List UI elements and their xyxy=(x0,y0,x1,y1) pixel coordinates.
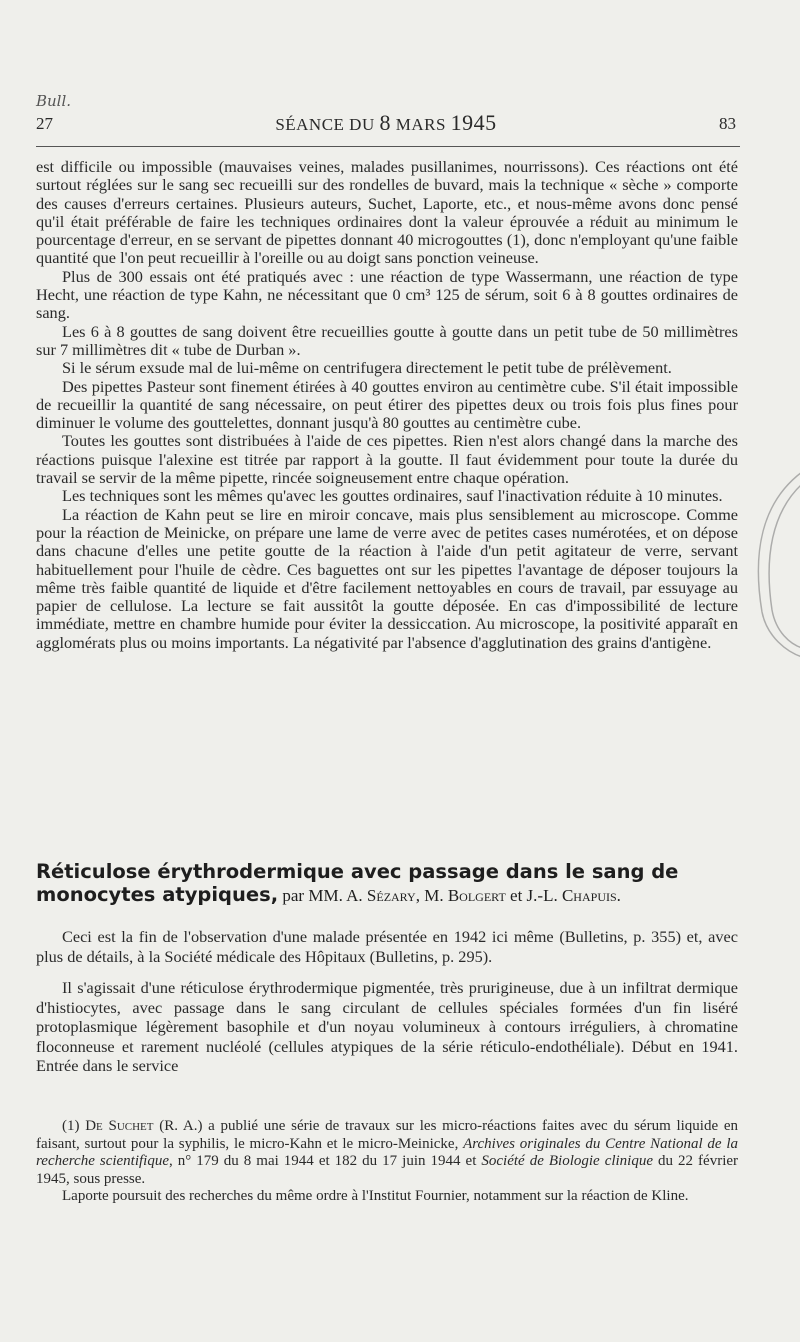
paragraph: Il s'agissait d'une réticulose érythrodermique pigmentée, très prurigineuse, due à un infiltrat dermique d'histiocytes, avec passage dans le sang circulant de cellules spéciales formées d'un fin liséré protoplasmique légèrement basophile et d'un noyau volumineux à contours irréguliers, à chromatine floconneuse et rarement nucléolé (cellules atypiques de la série réticulo-endothéliale). Début en 1941. Entrée dans le service xyxy=(36,978,738,1075)
paragraph: Toutes les gouttes sont distribuées à l'aide de ces pipettes. Rien n'est alors changé dans la marche des réactions puisque l'alexine est titrée par rapport à la goutte. Il faut évidemment pour toute la durée du travail se servir de la même pipette, rincée soigneusement entre chaque opération. xyxy=(36,431,738,488)
page-number: 83 xyxy=(719,114,736,133)
footnote: (1) De Suchet (R. A.) a publié une série de travaux sur les micro-réactions faites avec du sérum liquide en faisant, surtout pour la syphilis, le micro-Kahn et le micro-Meinicke, Archives originales du Centre National de la recherche scientifique, n° 179 du 8 mai 1944 et 182 du 17 juin 1944 et Société de Biologie clinique du 22 février 1945, sous presse. xyxy=(36,1118,739,1187)
library-stamp xyxy=(742,462,800,662)
folio-left: 27 xyxy=(36,114,53,133)
header-rule xyxy=(36,146,740,147)
main-text xyxy=(36,158,738,652)
article-body xyxy=(36,927,738,1076)
article-title: Réticulose érythrodermique avec passage dans le sang de monocytes atypiques, par MM. A. Sézary, M. Bolgert et J.-L. Chapuis. xyxy=(36,860,679,906)
footnotes xyxy=(36,1118,738,1206)
paragraph: Si le sérum exsude mal de lui-même on centrifugera directement le petit tube de prélèvement. xyxy=(62,358,672,378)
paragraph: est difficile ou impossible (mauvaises veines, malades pusillanimes, nourrissons). Ces réactions ont été surtout réglées sur le sang sec recueilli sur des rondelles de buvard, mais la technique « sèche » comporte des causes d'erreurs certaines. Plusieurs auteurs, Suchet, Laporte, etc., et nous-même avons donc pensé qu'il était préférable de faire les techniques ordinaires dont la valeur éprouvée a réduit au minimum le pourcentage d'erreur, en se servant de pipettes donnant 40 microgouttes (1), donc n'employant qu'une faible quantité que l'on peut recueillir à l'oreille ou au doigt sans ponction veineuse. xyxy=(36,157,738,268)
paragraph: Des pipettes Pasteur sont finement étirées à 40 gouttes environ au centimètre cube. S'il était impossible de recueillir la quantité de sang nécessaire, on peut étirer des pipettes deux ou trois fois plus fines pour diminuer le volume des gouttelettes, donnant jusqu'à 80 gouttes au centimètre cube. xyxy=(36,376,738,433)
running-header xyxy=(36,110,736,138)
handwritten-note: Bull. xyxy=(36,92,72,110)
paragraph: La réaction de Kahn peut se lire en miroir concave, mais plus sensiblement au microscope. Comme pour la réaction de Meinicke, on prépare une lame de verre avec de petites cases numérotées, et on dépose dans chacune d'elles une petite goutte de la réaction à l'aide d'un petit agitateur de verre, servant habituellement pour l'huile de cèdre. Ces baguettes ont sur les pipettes l'avantage de déposer toujours la même très faible quantité de liquide et d'être facilement nettoyables en cours de travail, par essuyage au papier de cellulose. La lecture se fait aussitôt la goutte déposée. En cas d'impossibilité de lecture immédiate, mettre en chambre humide pour éviter la dessiccation. Au microscope, la positivité apparaît en agglomérats plus ou moins importants. La négativité par l'absence d'agglutination des grains d'antigène. xyxy=(36,504,738,652)
article-section xyxy=(36,860,738,1076)
paragraph: Plus de 300 essais ont été pratiqués avec : une réaction de type Wassermann, une réaction de type Hecht, une réaction de type Kahn, ne nécessitant que 0 cm³ 125 de sérum, soit 6 à 8 gouttes ordinaires de sang. xyxy=(36,266,738,323)
article-authors: par MM. A. Sézary, M. Bolgert et J.-L. Chapuis. xyxy=(278,886,621,905)
paragraph: Ceci est la fin de l'observation d'une malade présentée en 1942 ici même (Bulletins, p. 355) et, avec plus de détails, à la Société médicale des Hôpitaux (Bulletins, p. 295). xyxy=(36,927,738,966)
paragraph: Les 6 à 8 gouttes de sang doivent être recueillies goutte à goutte dans un petit tube de 50 millimètres sur 7 millimètres dit « tube de Durban ». xyxy=(36,321,738,359)
footnote: Laporte poursuit des recherches du même ordre à l'Institut Fournier, notamment sur la réaction de Kline. xyxy=(62,1188,689,1204)
paragraph: Les techniques sont les mêmes qu'avec les gouttes ordinaires, sauf l'inactivation réduite à 10 minutes. xyxy=(62,486,723,506)
running-title: SÉANCE DU 8 MARS 1945 xyxy=(275,110,497,135)
